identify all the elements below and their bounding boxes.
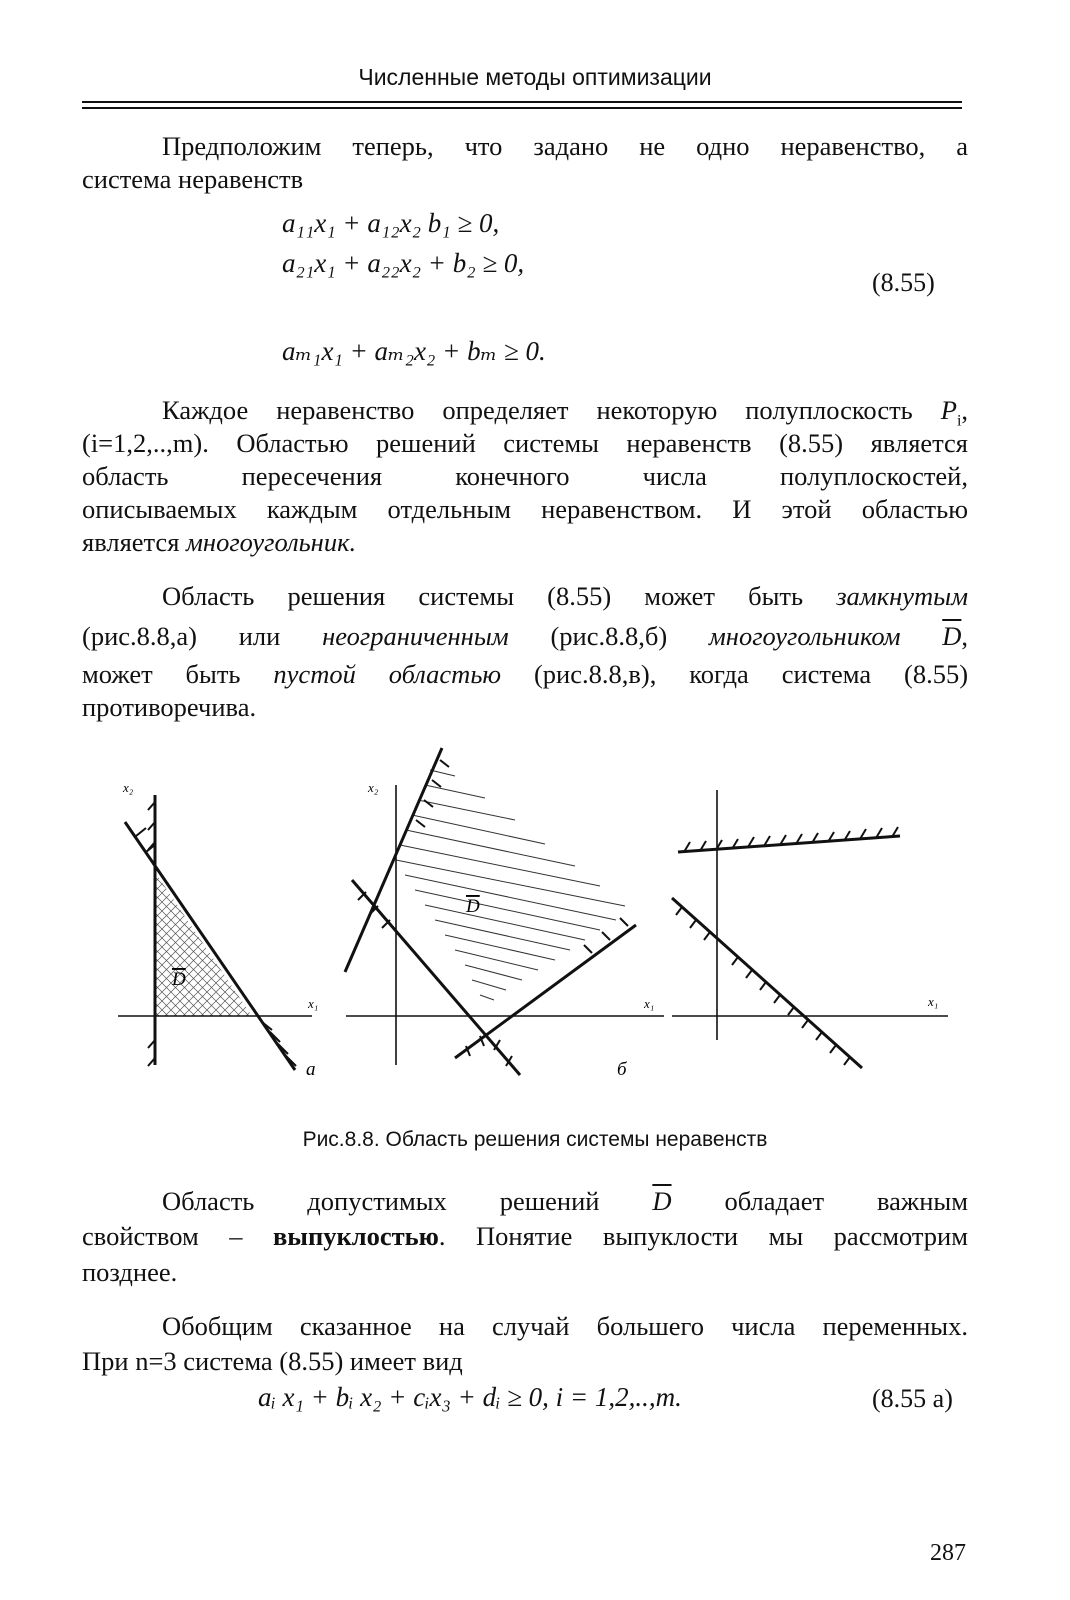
equation-8-55a-number: (8.55 а): [872, 1384, 953, 1413]
panel-b-boundary-hatching: [358, 760, 628, 1066]
panel-b-region-label: D: [466, 896, 480, 917]
paragraph-2-line-3: область пересечения конечного числа полуплоскостей,: [82, 461, 968, 491]
half-plane-subscript: i: [956, 412, 962, 430]
paragraph-3-line-3: может быть пустой областью (рис.8.8,в), когда система (8.55): [82, 659, 969, 689]
paragraph-3-line-2: (рис.8.8,а) или неограниченным (рис.8.8,б) многоугольником $\overline{D}$,: [82, 621, 969, 651]
figure-caption: Рис.8.8. Область решения системы неравенств: [302, 1128, 768, 1151]
equation-row-m: aₘ₁x₁ + aₘ₂x₂ + bₘ ≥ 0.: [282, 336, 546, 366]
paragraph-5-line-1: Обобщим сказанное на случай большего числа переменных.: [162, 1311, 968, 1341]
paragraph-2-line-2: (i=1,2,..,m). Областью решений системы неравенств (8.55) является: [82, 428, 968, 458]
region-d-symbol: $\overline{D}$: [942, 621, 962, 651]
page-number: 287: [930, 1540, 966, 1566]
paragraph-3-line-4: противоречива.: [82, 692, 257, 722]
panel-c-lower-hatching: [676, 907, 850, 1065]
equation-row-2: a₂₁x₁ + a₂₂x₂ + b₂ ≥ 0,: [282, 248, 525, 278]
panel-b-boundary-2: [352, 880, 520, 1075]
panel-a: [118, 780, 318, 1080]
panel-b-boundary-1: [345, 748, 442, 972]
half-plane-symbol: P: [940, 395, 957, 425]
panel-a-region-fill: [155, 872, 252, 1016]
paragraph-3-line-1: Область решения системы (8.55) может быть замкнутым: [162, 581, 968, 611]
panel-a-region-label: D: [172, 969, 186, 990]
equation-8-55a: aᵢ x₁ + bᵢ x₂ + cᵢx₃ + dᵢ ≥ 0, i = 1,2,..,m.: [258, 1382, 682, 1412]
panel-b-x1-label: x₁: [644, 996, 655, 1011]
paragraph-2-line-4: описываемых каждым отдельным неравенством. И этой областью: [82, 494, 968, 524]
paragraph-2-line-5: является многоугольник.: [82, 527, 357, 557]
panel-a-x1-label: x₁: [308, 996, 319, 1011]
figure-8-8: [0, 740, 1070, 1120]
paragraph-5-line-2: При n=3 система (8.55) имеет вид: [82, 1346, 463, 1376]
equation-row-1: a₁₁x₁ + a₁₂x₂ b₁ ≥ 0,: [282, 208, 500, 238]
panel-c-x1-label: x₁: [928, 994, 939, 1009]
equation-number: (8.55): [872, 268, 935, 297]
paragraph-2-line-1: Каждое неравенство определяет некоторую полуплоскость $P_i$,: [162, 395, 969, 430]
panel-c-lower-boundary: [672, 898, 862, 1068]
running-header: Численные методы оптимизации: [358, 64, 712, 90]
header-rule-bottom: [82, 107, 962, 109]
region-d-symbol-2: $\overline{D}$: [652, 1186, 672, 1216]
panel-b-x2-label: x₂: [368, 780, 379, 795]
paragraph-1-line-1: Предположим теперь, что задано не одно неравенство, а: [162, 131, 968, 161]
paragraph-4-line-2: свойством – выпуклостью. Понятие выпуклости мы рассмотрим: [82, 1221, 968, 1251]
paragraph-1-line-2: система неравенств: [82, 164, 304, 194]
header-rule-top: [82, 101, 962, 103]
panel-a-label: а: [306, 1059, 316, 1080]
panel-a-x2-label: x₂: [123, 780, 134, 795]
panel-c-upper-boundary: [678, 836, 900, 852]
panel-c: [672, 790, 948, 1068]
paragraph-4-line-3: позднее.: [82, 1257, 178, 1287]
panel-b: [345, 748, 664, 1080]
paragraph-4-line-1: Область допустимых решений $\overline{D}$ обладает важным: [162, 1186, 968, 1216]
panel-b-label: б: [617, 1059, 627, 1080]
